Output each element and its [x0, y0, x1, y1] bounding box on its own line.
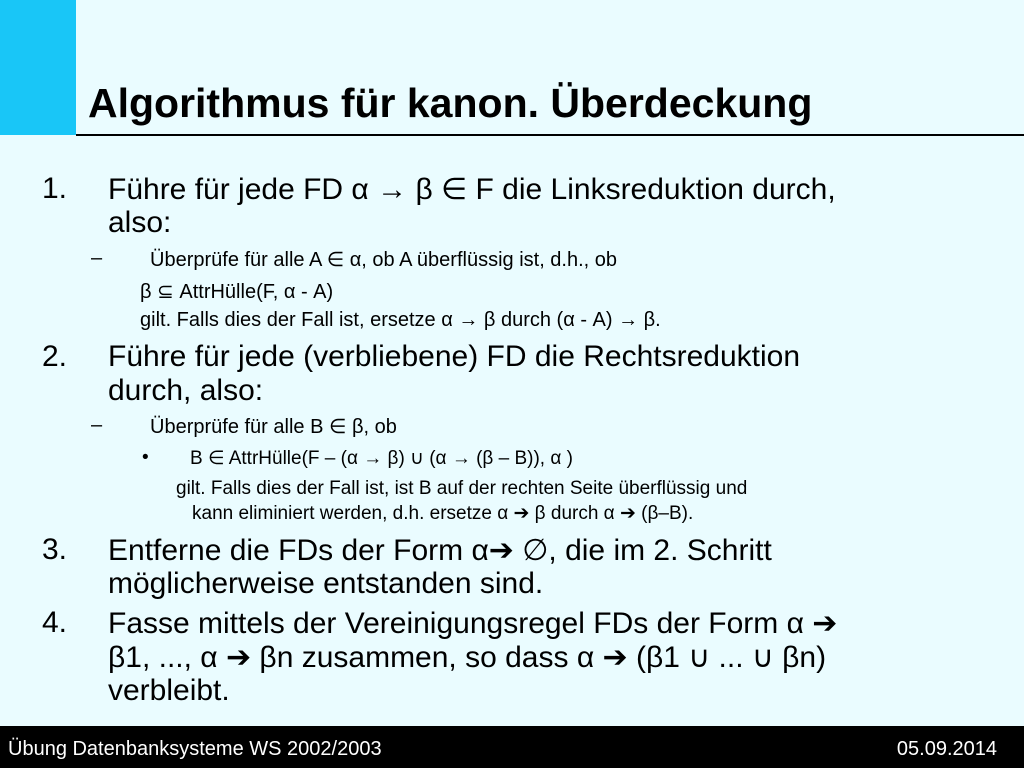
item-4-line-2: β1, ..., α ➔ βn zusammen, so dass α ➔ (β1 ∪ ... ∪ βn) [108, 641, 827, 674]
footer-bar [0, 726, 1024, 768]
footer-date: 05.09.2014 [896, 738, 997, 760]
item-2-sub-text: Überprüfe für alle B ∈ β, ob [150, 416, 397, 438]
item-4-number: 4. [42, 606, 68, 639]
item-2-sub-marker: – [91, 414, 103, 436]
item-1-sub-text: Überprüfe für alle A ∈ α, ob A überflüssig ist, d.h., ob [150, 249, 618, 271]
item-1-line-1: Führe für jede FD α → β ∈ F die Linksreduktion durch, [108, 173, 836, 206]
item-2-number: 2. [42, 340, 68, 373]
item-1-sub-cont-1: β ⊆ AttrHülle(F, α - A) [140, 281, 334, 303]
item-1-line-2: also: [108, 206, 172, 239]
footer-course-title: Übung Datenbanksysteme WS 2002/2003 [8, 738, 382, 760]
item-1-sub-marker: – [91, 247, 103, 269]
item-2-bullet: • [142, 447, 149, 468]
item-1-sub-cont-2: gilt. Falls dies der Fall ist, ersetze α → β durch (α - A) → β. [140, 309, 661, 331]
item-1-number: 1. [42, 172, 68, 205]
item-2-line-1: Führe für jede (verbliebene) FD die Rechtsreduktion [108, 340, 801, 373]
item-3-number: 3. [42, 533, 68, 566]
item-3-line-2: möglicherweise entstanden sind. [108, 567, 544, 600]
item-2-line-2: durch, also: [108, 374, 264, 407]
item-4-line-1: Fasse mittels der Vereinigungsregel FDs der Form α ➔ [108, 607, 838, 640]
item-2-bullet-cont-2: kann eliminiert werden, d.h. ersetze α ➔ β durch α ➔ (β–B). [192, 503, 694, 524]
slide-title: Algorithmus für kanon. Überdeckung [88, 80, 813, 126]
item-2-bullet-cont-1: gilt. Falls dies der Fall ist, ist B auf der rechten Seite überflüssig und [176, 478, 748, 499]
title-divider [76, 134, 1024, 136]
item-4-line-3: verbleibt. [108, 674, 230, 707]
item-2-bullet-text: B ∈ AttrHülle(F – (α → β) ∪ (α → (β – B)), α ) [190, 448, 573, 469]
item-3-line-1: Entferne die FDs der Form α➔ ∅, die im 2. Schritt [108, 534, 772, 567]
title-accent-bar [0, 0, 76, 135]
